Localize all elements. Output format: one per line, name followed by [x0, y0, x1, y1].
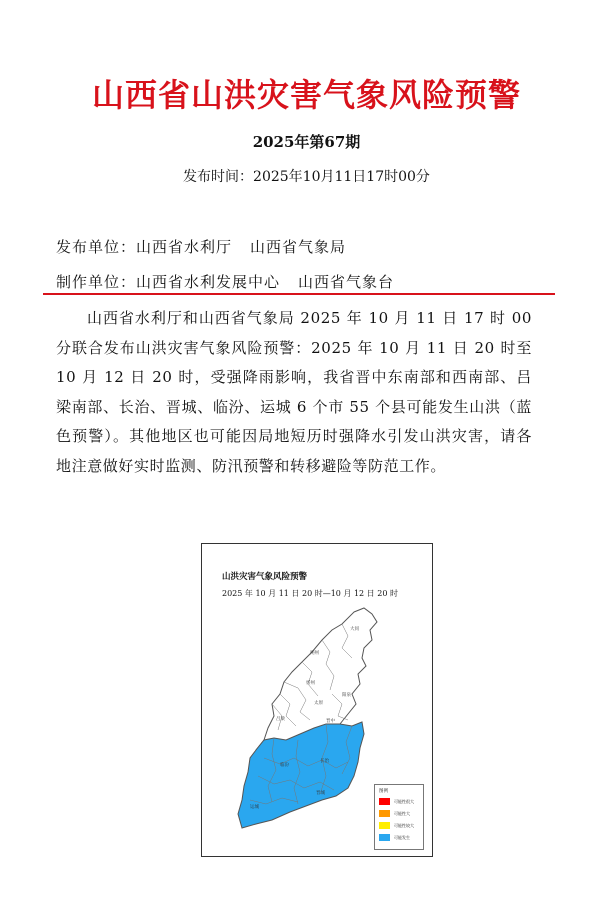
producer-line [56, 271, 394, 292]
city-label-taiyuan: 太原 [314, 701, 323, 706]
warning-paragraph: 山西省水利厅和山西省气象局 2025 年 10 月 11 日 17 时 00分联合发布山洪灾害气象风险预警：2025 年 10 月 11 日 20 时至 10 月 12 日 20 时，受强降雨影响，我省晋中东南部和西南部、吕梁南部、长治、晋城、临汾、运城 6 个市 55 个县可能发生山洪（蓝色预警）。其他地区也可能因局地短历时强降水引发山洪灾害，请各地注意做好实时监测、防汛预警和转移避险等防范工作。 [56, 309, 532, 475]
legend-label: 可能性较大 [394, 822, 414, 828]
legend-swatch-yellow [379, 822, 390, 829]
city-label-datong: 大同 [350, 627, 359, 632]
producer-a: 山西省水利发展中心 [136, 273, 281, 291]
issue-number: 2025年第67期 [252, 133, 361, 151]
producer-label: 制作单位： [56, 273, 137, 291]
city-label-jinzhong: 晋中 [326, 719, 335, 724]
red-divider [43, 293, 555, 295]
warning-map [201, 543, 433, 857]
city-label-jincheng: 晋城 [316, 791, 325, 796]
map-legend [374, 784, 424, 850]
producer-b: 山西省气象台 [298, 273, 395, 291]
publisher-b: 山西省气象局 [250, 238, 347, 256]
warning-area-blue [238, 722, 364, 828]
city-label-yuncheng: 运城 [250, 805, 259, 810]
legend-item-fairly-likely [379, 821, 414, 830]
legend-swatch-red [379, 798, 390, 805]
legend-swatch-orange [379, 810, 390, 817]
legend-item-possible [379, 833, 410, 842]
legend-title: 图例 [379, 789, 388, 794]
legend-item-very-likely [379, 797, 414, 806]
legend-label: 可能发生 [394, 834, 410, 840]
legend-swatch-blue [379, 834, 390, 841]
legend-label: 可能性很大 [394, 798, 414, 804]
city-label-xinzhou: 忻州 [306, 681, 315, 686]
city-label-lvliang: 吕梁 [276, 717, 285, 722]
map-title: 山洪灾害气象风险预警 [222, 572, 308, 582]
legend-label: 可能性大 [394, 810, 410, 816]
city-label-linfen: 临汾 [280, 763, 289, 768]
city-label-changzhi: 长治 [320, 759, 329, 764]
publisher-line [56, 236, 346, 257]
publish-time: 发布时间：2025年10月11日17时00分 [183, 169, 430, 185]
map-subtitle: 2025 年 10 月 11 日 20 时—10 月 12 日 20 时 [222, 589, 398, 598]
legend-item-likely [379, 809, 410, 818]
city-label-yangquan: 阳泉 [342, 693, 351, 698]
page-title: 山西省山洪灾害气象风险预警 [91, 76, 521, 114]
publisher-a: 山西省水利厅 [136, 238, 233, 256]
city-label-shuozhou: 朔州 [310, 651, 319, 656]
publisher-label: 发布单位： [56, 238, 137, 256]
